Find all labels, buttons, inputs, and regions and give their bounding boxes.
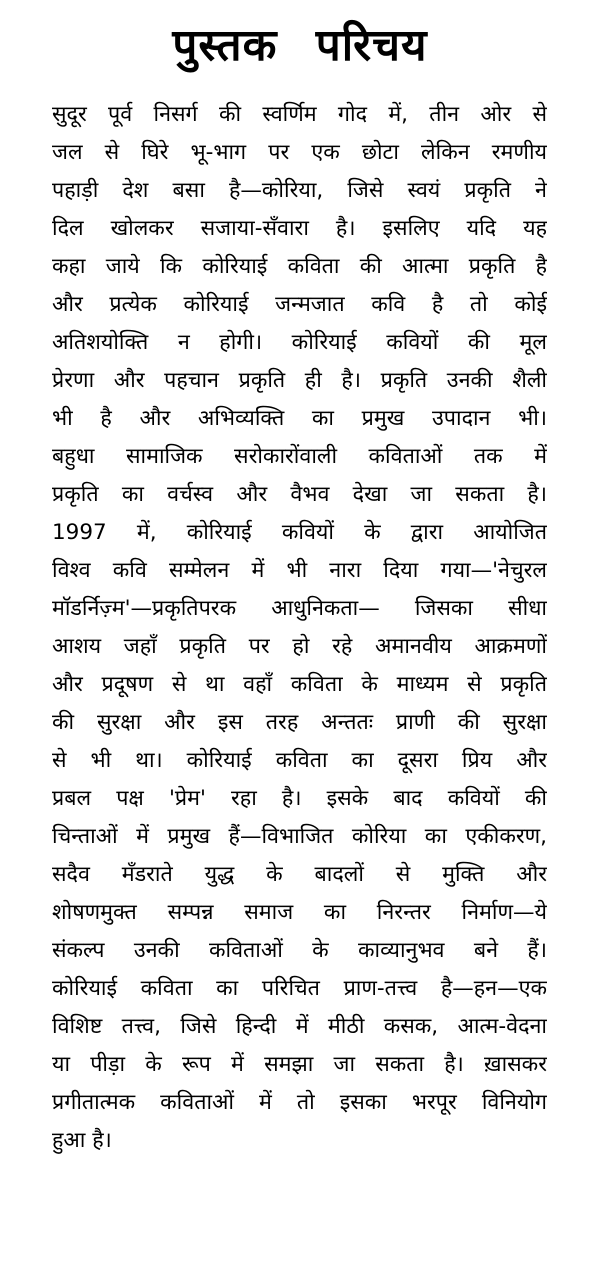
text-line: चिन्ताओं में प्रमुख हैं—विभाजित कोरिया का एकीकरण, bbox=[52, 824, 547, 849]
text-line: की सुरक्षा और इस तरह अन्ततः प्राणी की सुरक्षा bbox=[52, 710, 547, 735]
text-line: विश्व कवि सम्मेलन में भी नारा दिया गया—'नेचुरल bbox=[52, 558, 547, 583]
text-line: 1997 में, कोरियाई कवियों के द्वारा आयोजित bbox=[52, 520, 547, 545]
text-line: भी है और अभिव्यक्ति का प्रमुख उपादान भी। bbox=[52, 406, 547, 431]
text-line: और प्रदूषण से था वहाँ कविता के माध्यम से प्रकृति bbox=[52, 672, 547, 697]
text-line: कहा जाये कि कोरियाई कविता की आत्मा प्रकृति है bbox=[52, 254, 547, 279]
text-line: प्रबल पक्ष 'प्रेम' रहा है। इसके बाद कवियों की bbox=[52, 786, 547, 811]
text-line: या पीड़ा के रूप में समझा जा सकता है। ख़ासकर bbox=[52, 1052, 547, 1077]
text-line: मॉडर्निज़्म'—प्रकृतिपरक आधुनिकता— जिसका सीधा bbox=[52, 596, 547, 621]
text-line: से भी था। कोरियाई कविता का दूसरा प्रिय और bbox=[52, 748, 547, 773]
text-line: पहाड़ी देश बसा है—कोरिया, जिसे स्वयं प्रकृति ने bbox=[52, 178, 547, 203]
text-line: शोषणमुक्त सम्पन्न समाज का निरन्तर निर्माण—ये bbox=[52, 900, 547, 925]
text-line: हुआ है। bbox=[52, 1128, 112, 1153]
text-line: दिल खोलकर सजाया-सँवारा है। इसलिए यदि यह bbox=[52, 216, 547, 241]
text-line: सुदूर पूर्व निसर्ग की स्वर्णिम गोद में, तीन ओर से bbox=[52, 102, 547, 127]
text-line: जल से घिरे भू-भाग पर एक छोटा लेकिन रमणीय bbox=[52, 140, 547, 165]
page-title: पुस्तक परिचय bbox=[172, 20, 428, 71]
text-line: बहुधा सामाजिक सरोकारोंवाली कविताओं तक में bbox=[52, 444, 547, 469]
text-line: विशिष्ट तत्त्व, जिसे हिन्दी में मीठी कसक, आत्म-वेदना bbox=[52, 1014, 547, 1039]
text-line: और प्रत्येक कोरियाई जन्मजात कवि है तो कोई bbox=[52, 292, 547, 317]
text-line: सदैव मँडराते युद्ध के बादलों से मुक्ति और bbox=[52, 862, 547, 887]
body-paragraph bbox=[52, 96, 547, 1160]
text-line: कोरियाई कविता का परिचित प्राण-तत्त्व है—हन—एक bbox=[52, 976, 547, 1001]
text-line: प्रेरणा और पहचान प्रकृति ही है। प्रकृति उनकी शैली bbox=[52, 368, 547, 393]
text-line: आशय जहाँ प्रकृति पर हो रहे अमानवीय आक्रमणों bbox=[52, 634, 547, 659]
text-line: अतिशयोक्ति न होगी। कोरियाई कवियों की मूल bbox=[52, 330, 547, 355]
text-line: प्रगीतात्मक कविताओं में तो इसका भरपूर विनियोग bbox=[52, 1090, 547, 1115]
text-line: प्रकृति का वर्चस्व और वैभव देखा जा सकता है। bbox=[52, 482, 547, 507]
text-line: संकल्प उनकी कविताओं के काव्यानुभव बने हैं। bbox=[52, 938, 547, 963]
